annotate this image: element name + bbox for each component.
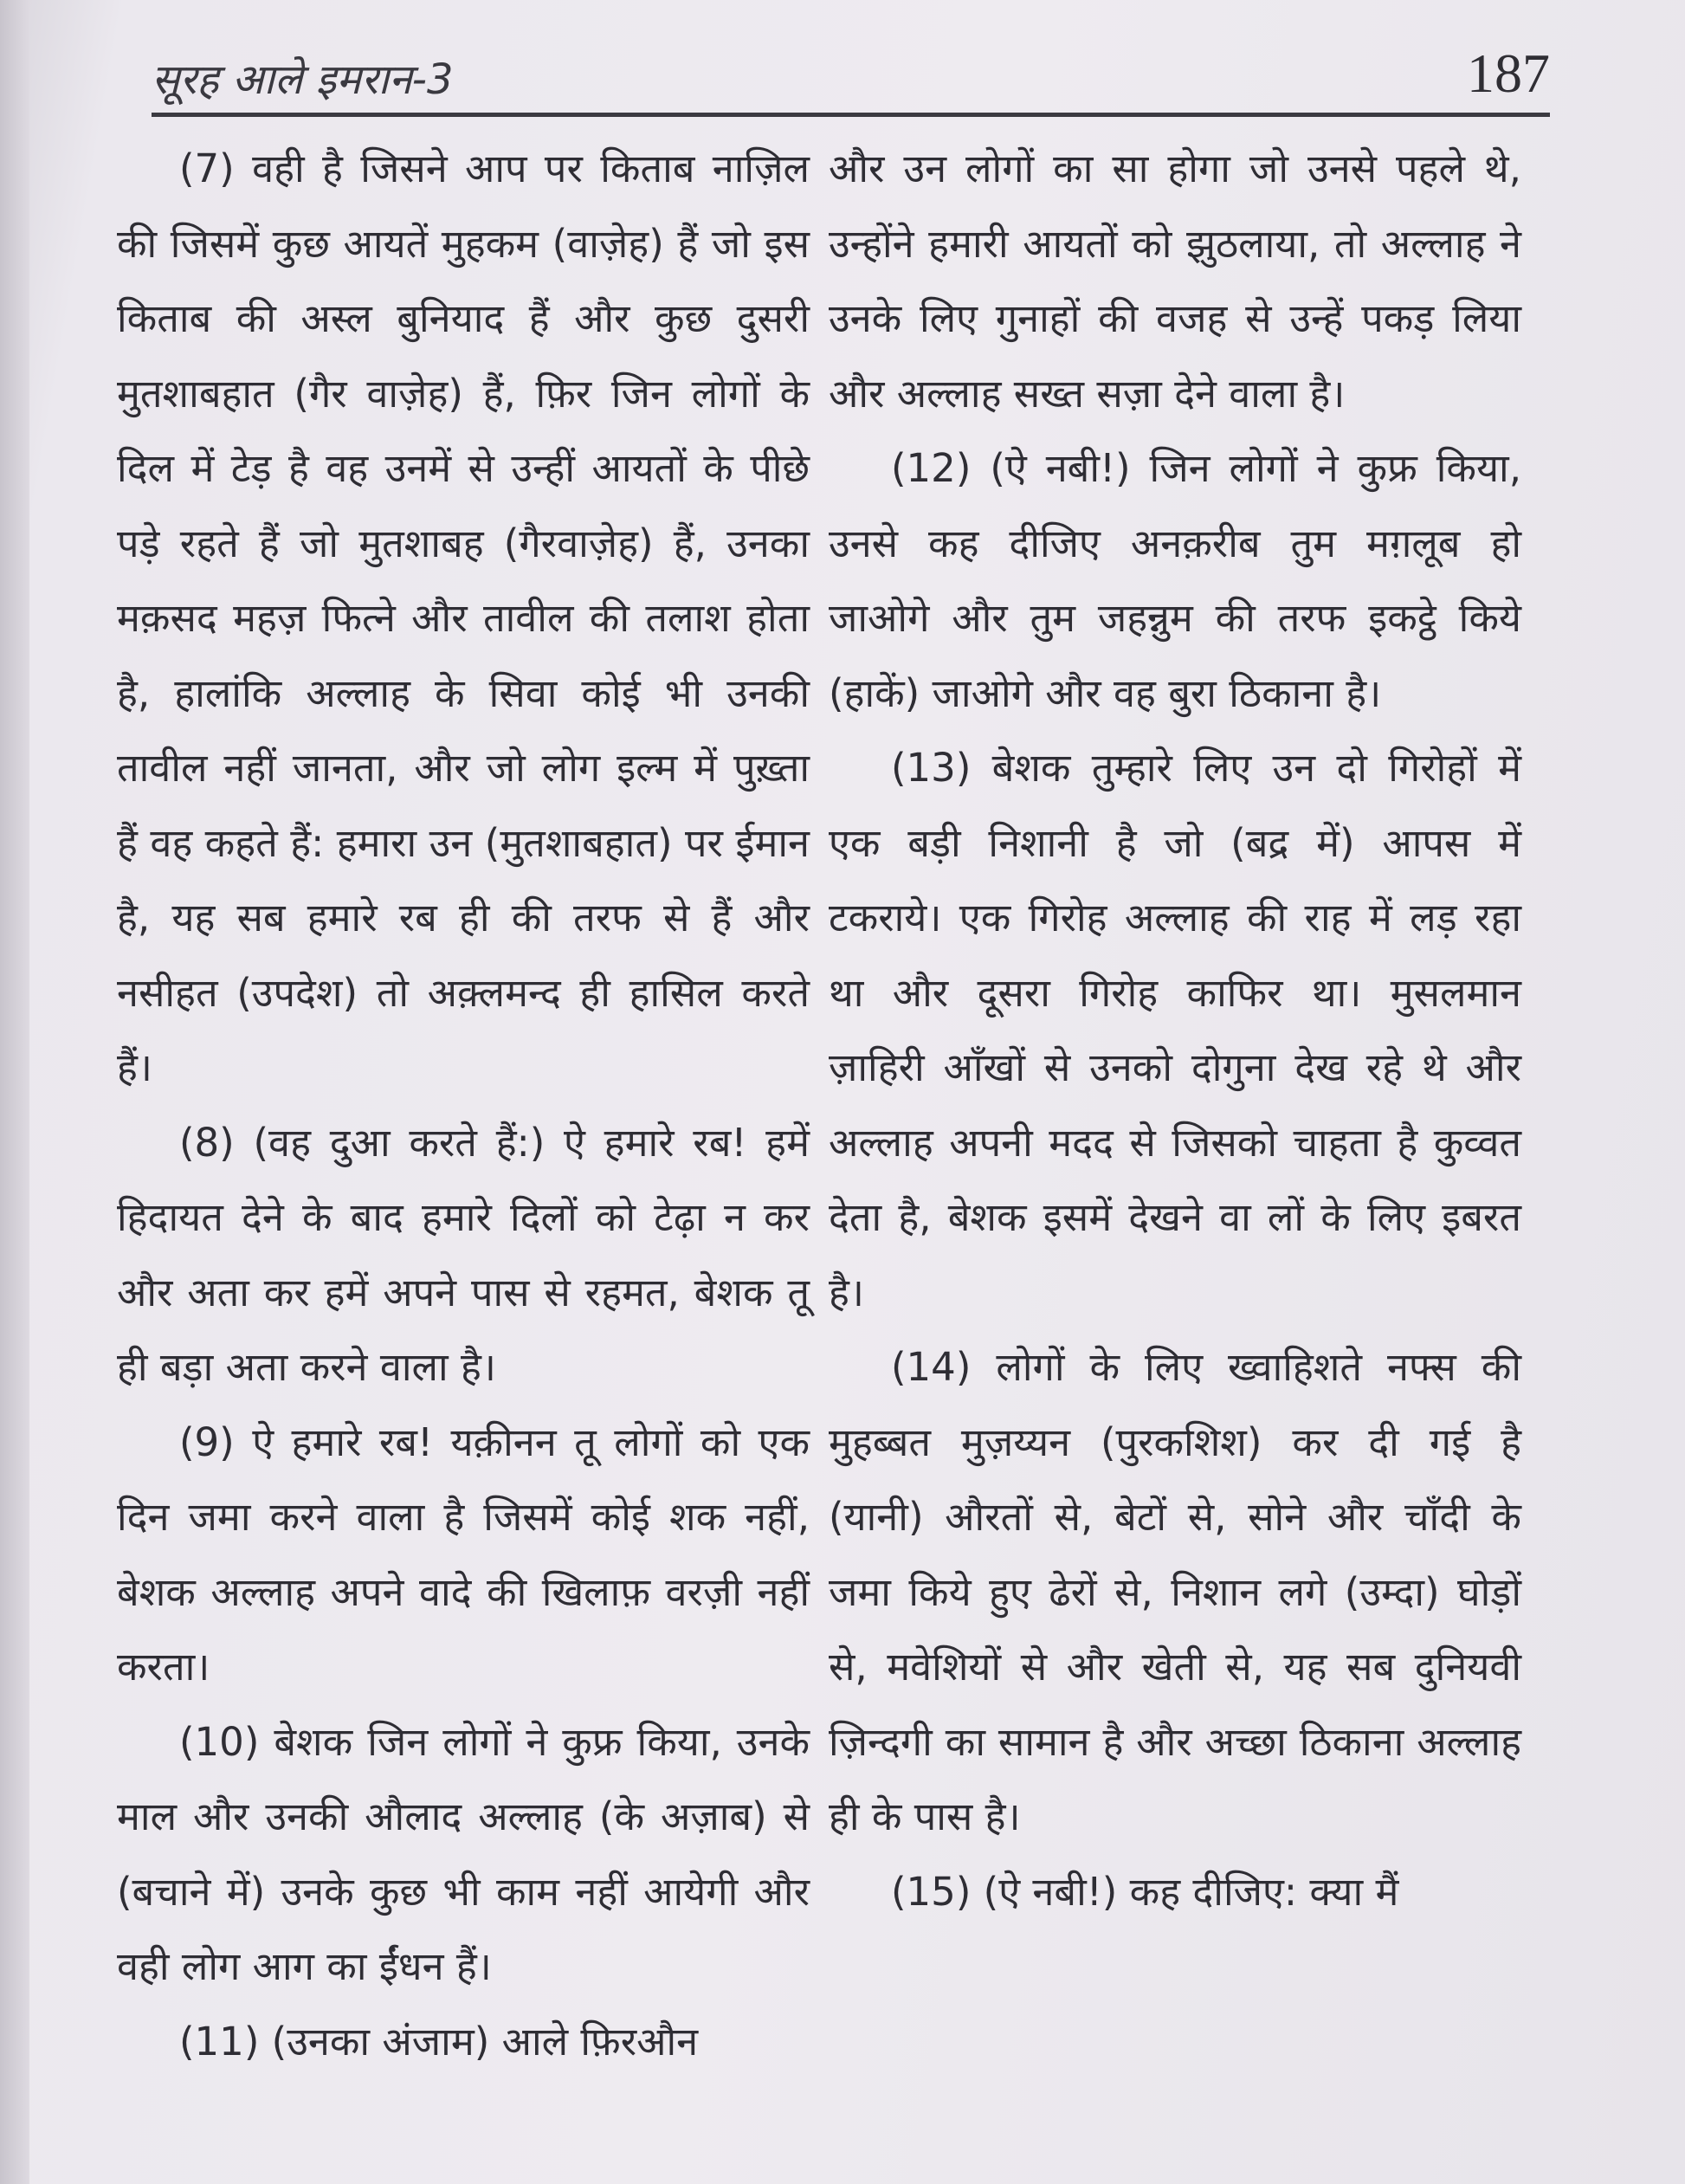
verse-11-continuation: और उन लोगों का सा होगा जो उनसे पहले थे, उन्होंने हमारी आयतों को झुठलाया, तो अल्लाह ने उनके लिए गुनाहों की वजह से उन्हें पकड़ लिया और अल्लाह सख्त सज़ा देने वाला है। bbox=[829, 145, 1521, 417]
verse-10: (10) बेशक जिन लोगों ने कुफ्र किया, उनके माल और उनकी औलाद अल्लाह (के अज़ाब) से (बचाने में) उनके कुछ भी काम नहीं आयेगी और वही लोग आग का ईंधन हैं। bbox=[117, 1718, 810, 1989]
verse-13: (13) बेशक तुम्हारे लिए उन दो गिरोहों में एक बड़ी निशानी है जो (बद्र में) आपस में टकराये। एक गिरोह अल्लाह की राह में लड़ रहा था और दूसरा गिरोह काफिर था। मुसलमान ज़ाहिरी आँखों से उनको दोगुना देख रहे थे और अल्लाह अपनी मदद से जिसको चाहता है कुव्वत देता है, बेशक इसमें देखने वा लों के लिए इबरत है। bbox=[829, 745, 1521, 1315]
page-binding-edge bbox=[0, 0, 29, 2184]
running-header bbox=[152, 35, 1550, 113]
page-number: 187 bbox=[1467, 42, 1550, 104]
header-rule bbox=[152, 113, 1550, 117]
left-column bbox=[117, 132, 810, 2079]
verse-8: (8) (वह दुआ करते हैं:) ऐ हमारे रब! हमें हिदायत देने के बाद हमारे दिलों को टेढ़ा न कर और अता कर हमें अपने पास से रहमत, बेशक तू ही बड़ा अता करने वाला है। bbox=[117, 1119, 810, 1390]
verse-7: (7) वही है जिसने आप पर किताब नाज़िल की जिसमें कुछ आयतें मुहकम (वाज़ेह) हैं जो इस किताब की अस्ल बुनियाद हैं और कुछ दुसरी मुतशाबहात (गैर वाज़ेह) हैं, फ़िर जिन लोगों के दिल में टेड़ है वह उनमें से उन्हीं आयतों के पीछे पड़े रहते हैं जो मुतशाबह (गैरवाज़ेह) हैं, उनका मक़सद महज़ फित्ने और तावील की तलाश होता है, हालांकि अल्लाह के सिवा कोई भी उनकी तावील नहीं जानता, और जो लोग इल्म में पुख़्ता हैं वह कहते हैं: हमारा उन (मुतशाबहात) पर ईमान है, यह सब हमारे रब ही की तरफ से हैं और नसीहत (उपदेश) तो अक़्लमन्द ही हासिल करते हैं। bbox=[117, 145, 810, 1090]
verse-9: (9) ऐ हमारे रब! यक़ीनन तू लोगों को एक दिन जमा करने वाला है जिसमें कोई शक नहीं, बेशक अल्लाह अपने वादे की खिलाफ़ वरज़ी नहीं करता। bbox=[117, 1418, 810, 1690]
verse-14: (14) लोगों के लिए ख्वाहिशते नफ्स की मुहब्बत मुज़य्यन (पुरकशिश) कर दी गई है (यानी) औरतों से, बेटों से, सोने और चाँदी के जमा किये हुए ढेरों से, निशान लगे (उम्दा) घोड़ों से, मवेशियों से और खेती से, यह सब दुनियवी ज़िन्दगी का सामान है और अच्छा ठिकाना अल्लाह ही के पास है। bbox=[829, 1344, 1521, 1839]
right-column bbox=[829, 132, 1521, 1929]
surah-title: सूरह आले इमरान-3 bbox=[152, 55, 454, 104]
verse-12: (12) (ऐ नबी!) जिन लोगों ने कुफ्र किया, उनसे कह दीजिए अनक़रीब तुम मग़लूब हो जाओगे और तुम जहन्नुम की तरफ इकट्ठे किये (हाकें) जाओगे और वह बुरा ठिकाना है। bbox=[829, 445, 1521, 716]
verse-11-start: (11) (उनका अंजाम) आले फ़िरऔन bbox=[179, 2018, 699, 2064]
verse-15-start: (15) (ऐ नबी!) कह दीजिए: क्या मैं bbox=[891, 1868, 1399, 1915]
